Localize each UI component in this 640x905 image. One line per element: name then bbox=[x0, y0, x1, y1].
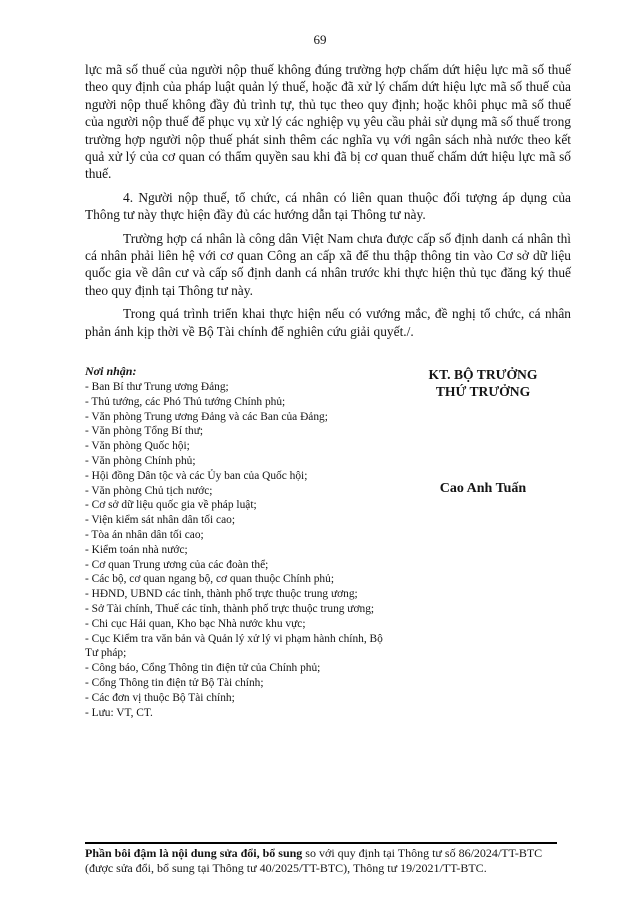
recipient-item: - Cơ quan Trung ương của các đoàn thể; bbox=[85, 558, 269, 571]
recipient-item: - Văn phòng Chính phủ; bbox=[85, 455, 196, 468]
recipient-item: - Sở Tài chính, Thuế các tỉnh, thành phố trực thuộc trung ương; bbox=[85, 603, 375, 616]
recipient-item: - Cơ sở dữ liệu quốc gia về pháp luật; bbox=[85, 499, 257, 512]
recipient-item: - Văn phòng Tổng Bí thư; bbox=[85, 425, 204, 438]
recipient-item: - HĐND, UBND các tỉnh, thành phố trực thuộc trung ương; bbox=[85, 588, 358, 601]
recipient-item: - Hội đồng Dân tộc và các Ủy ban của Quốc hội; bbox=[85, 469, 308, 482]
recipient-item: - Thủ tướng, các Phó Thủ tướng Chính phủ; bbox=[85, 395, 286, 408]
recipient-item: - Văn phòng Quốc hội; bbox=[85, 440, 190, 453]
footnote-bold-text: Phần bôi đậm là nội dung sửa đổi, bổ sung bbox=[85, 846, 303, 860]
signature-title-line1: KT. BỘ TRƯỞNG bbox=[428, 367, 538, 383]
signer-name: Cao Anh Tuấn bbox=[439, 481, 527, 497]
recipient-item: - Ban Bí thư Trung ương Đảng; bbox=[85, 381, 229, 394]
recipient-item: - Cục Kiểm tra văn bản và Quản lý xử lý vi phạm hành chính, Bộ Tư pháp; bbox=[85, 632, 383, 660]
paragraph-id-case: Trường hợp cá nhân là công dân Việt Nam chưa được cấp số định danh cá nhân thì cá nhân phải liên hệ với cơ quan Công an cấp xã để thu thập thông tin vào Cơ sở dữ liệu quốc gia về dân cư và cấp số định danh cá nhân trước khi thực hiện thủ tục đăng ký thuế theo quy định tại Thông tư này. bbox=[85, 230, 571, 298]
recipient-item: - Văn phòng Trung ương Đảng và các Ban của Đảng; bbox=[85, 410, 328, 423]
recipient-item: - Chi cục Hải quan, Kho bạc Nhà nước khu vực; bbox=[85, 617, 306, 630]
recipient-item: - Kiểm toán nhà nước; bbox=[85, 543, 188, 556]
recipient-item: - Công báo, Cổng Thông tin điện tử của Chính phủ; bbox=[85, 662, 321, 675]
signoff-section bbox=[85, 364, 571, 720]
document-body bbox=[85, 61, 571, 340]
footnote-regular-text: so với quy định tại Thông tư số 86/2024/TT-BTC (được sửa đổi, bổ sung tại Thông tư 40/2025/TT-BTC), Thông tư 19/2021/TT-BTC. bbox=[85, 846, 543, 875]
recipient-item: - Các bộ, cơ quan ngang bộ, cơ quan thuộc Chính phủ; bbox=[85, 573, 334, 586]
recipient-item: - Văn phòng Chủ tịch nước; bbox=[85, 484, 213, 497]
paragraph-clause-4: 4. Người nộp thuế, tổ chức, cá nhân có liên quan thuộc đối tượng áp dụng của Thông tư này thực hiện đầy đủ các hướng dẫn tại Thông tư này. bbox=[85, 189, 571, 223]
recipients-block bbox=[85, 364, 395, 720]
recipient-item: - Cổng Thông tin điện tử Bộ Tài chính; bbox=[85, 677, 264, 690]
signature-title-line2: THỨ TRƯỞNG bbox=[435, 384, 531, 400]
paragraph-feedback: Trong quá trình triển khai thực hiện nếu có vướng mắc, đề nghị tổ chức, cá nhân phản ánh kịp thời về Bộ Tài chính để nghiên cứu giải quyết./. bbox=[85, 306, 571, 339]
recipients-heading: Nơi nhận: bbox=[85, 364, 137, 379]
paragraph-continuation: lực mã số thuế của người nộp thuế không đúng trường hợp chấm dứt hiệu lực mã số thuế theo quy định của pháp luật quản lý thuế, hoặc đã xử lý chấm dứt hiệu lực mã số thuế của người nộp thuế không đầy đủ trình tự, thủ tục theo quy định; hoặc khôi phục mã số thuế của người nộp thuế để phục vụ xử lý các nghiệp vụ yêu cầu phải sử dụng mã số thuế trong trường hợp người nộp thuế phát sinh thêm các nghĩa vụ với ngân sách nhà nước theo kết quả xử lý của cơ quan có thẩm quyền sau khi đã bị cơ quan thuế chấm dứt hiệu lực mã số thuế. bbox=[85, 62, 571, 182]
footnote bbox=[85, 842, 557, 875]
recipient-item: - Các đơn vị thuộc Bộ Tài chính; bbox=[85, 691, 235, 704]
signature-block bbox=[395, 364, 571, 720]
recipient-item: - Lưu: VT, CT. bbox=[85, 706, 153, 719]
recipients-list bbox=[85, 380, 395, 720]
recipient-item: - Tòa án nhân dân tối cao; bbox=[85, 529, 204, 542]
page-number: 69 bbox=[313, 32, 327, 47]
recipient-item: - Viện kiểm sát nhân dân tối cao; bbox=[85, 514, 235, 527]
